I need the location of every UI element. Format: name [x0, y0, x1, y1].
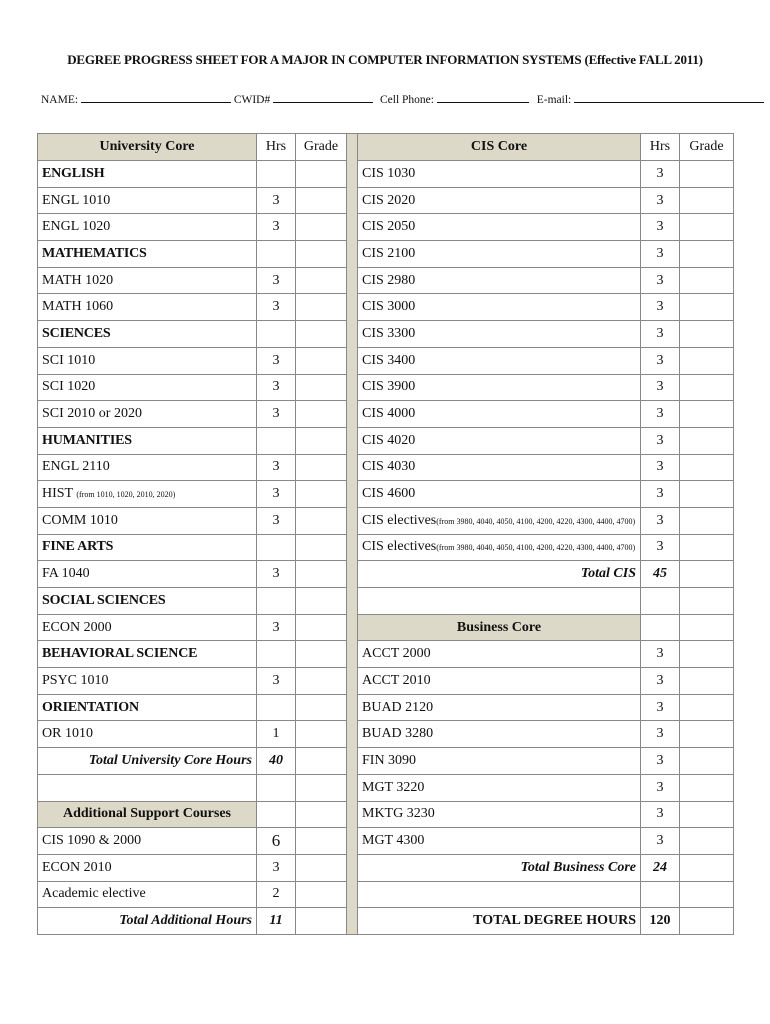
course-hrs: 3	[641, 694, 680, 721]
table-row	[38, 801, 734, 828]
grade-cell[interactable]	[680, 481, 734, 508]
grade-cell[interactable]	[680, 694, 734, 721]
course-name: PSYC 1010	[38, 668, 257, 695]
total-business-core-label: Total Business Core	[358, 854, 641, 881]
course-name	[358, 507, 641, 534]
grade-cell[interactable]	[680, 801, 734, 828]
hrs-header: Hrs	[641, 134, 680, 161]
table-row	[38, 401, 734, 428]
course-name: ECON 2000	[38, 614, 257, 641]
course-hrs: 3	[641, 534, 680, 561]
grade-cell[interactable]	[296, 854, 347, 881]
course-hrs: 3	[257, 214, 296, 241]
total-business-core-value: 24	[641, 854, 680, 881]
table-row	[38, 774, 734, 801]
course-code: CIS electives	[362, 539, 437, 555]
course-hrs: 3	[641, 294, 680, 321]
student-info-row	[41, 92, 741, 106]
course-name: ACCT 2000	[358, 641, 641, 668]
grade-cell[interactable]	[296, 427, 347, 454]
course-hrs: 3	[257, 374, 296, 401]
course-hrs: 3	[641, 214, 680, 241]
course-name: CIS 1030	[358, 161, 641, 188]
grade-cell[interactable]	[680, 347, 734, 374]
grade-cell[interactable]	[296, 374, 347, 401]
grade-cell[interactable]	[680, 641, 734, 668]
table-row	[38, 321, 734, 348]
course-name: ENGL 1020	[38, 214, 257, 241]
grade-cell[interactable]	[680, 187, 734, 214]
grade-cell[interactable]	[680, 321, 734, 348]
course-hrs: 3	[641, 801, 680, 828]
course-name: MGT 3220	[358, 774, 641, 801]
grade-cell[interactable]	[680, 294, 734, 321]
course-hrs: 3	[641, 374, 680, 401]
degree-progress-table	[37, 133, 734, 935]
table-row	[38, 267, 734, 294]
name-label: NAME:	[41, 94, 79, 106]
course-name: ACCT 2010	[358, 668, 641, 695]
table-row	[38, 694, 734, 721]
course-hrs: 3	[641, 668, 680, 695]
phone-label: Cell Phone:	[379, 94, 434, 106]
course-name: CIS 2980	[358, 267, 641, 294]
grade-cell[interactable]	[296, 828, 347, 855]
total-cis-value: 45	[641, 561, 680, 588]
grade-cell[interactable]	[680, 507, 734, 534]
grade-cell[interactable]	[296, 187, 347, 214]
grade-cell[interactable]	[296, 507, 347, 534]
table-row	[38, 347, 734, 374]
course-code: HIST	[42, 486, 73, 502]
course-note: (from 1010, 1020, 2010, 2020)	[76, 490, 176, 500]
table-row	[38, 374, 734, 401]
grade-cell[interactable]	[680, 828, 734, 855]
course-name: MGT 4300	[358, 828, 641, 855]
category-sciences: SCIENCES	[38, 321, 257, 348]
grade-cell[interactable]	[296, 267, 347, 294]
course-hrs: 3	[641, 774, 680, 801]
course-hrs: 3	[641, 481, 680, 508]
course-name: FA 1040	[38, 561, 257, 588]
course-hrs: 3	[257, 854, 296, 881]
course-name: ENGL 1010	[38, 187, 257, 214]
grade-cell[interactable]	[680, 214, 734, 241]
course-hrs: 3	[641, 427, 680, 454]
grade-cell[interactable]	[296, 161, 347, 188]
grade-cell[interactable]	[296, 454, 347, 481]
course-name: MATH 1020	[38, 267, 257, 294]
grade-cell[interactable]	[296, 561, 347, 588]
university-core-header: University Core	[38, 134, 257, 161]
grade-cell[interactable]	[296, 481, 347, 508]
course-hrs: 3	[641, 187, 680, 214]
course-code: CIS electives	[362, 512, 437, 528]
grade-cell[interactable]	[296, 294, 347, 321]
course-hrs: 3	[257, 561, 296, 588]
total-additional-value: 11	[257, 908, 296, 935]
course-hrs: 3	[257, 187, 296, 214]
additional-support-header: Additional Support Courses	[38, 801, 257, 828]
category-english: ENGLISH	[38, 161, 257, 188]
phone-field[interactable]	[437, 92, 529, 103]
course-name: MKTG 3230	[358, 801, 641, 828]
table-row	[38, 854, 734, 881]
course-hrs: 3	[257, 668, 296, 695]
category-orientation: ORIENTATION	[38, 694, 257, 721]
cwid-field[interactable]	[273, 92, 373, 103]
course-name	[38, 481, 257, 508]
course-name: ENGL 2110	[38, 454, 257, 481]
grade-cell[interactable]	[680, 668, 734, 695]
name-field[interactable]	[81, 92, 231, 103]
table-row	[38, 641, 734, 668]
course-hrs: 3	[257, 614, 296, 641]
email-field[interactable]	[574, 92, 764, 103]
table-row	[38, 668, 734, 695]
table-row	[38, 534, 734, 561]
course-name: Academic elective	[38, 881, 257, 908]
course-hrs: 3	[257, 481, 296, 508]
course-hrs: 3	[641, 828, 680, 855]
grade-cell[interactable]	[680, 748, 734, 775]
grade-cell[interactable]	[296, 668, 347, 695]
table-row	[38, 881, 734, 908]
course-name: CIS 3000	[358, 294, 641, 321]
table-row	[38, 241, 734, 268]
total-university-core-label: Total University Core Hours	[38, 748, 257, 775]
grade-cell[interactable]	[680, 427, 734, 454]
grade-cell[interactable]	[296, 401, 347, 428]
email-label: E-mail:	[536, 94, 572, 106]
course-name: CIS 2100	[358, 241, 641, 268]
page-title: DEGREE PROGRESS SHEET FOR A MAJOR IN COMPUTER INFORMATION SYSTEMS (Effective FALL 2011)	[67, 52, 703, 67]
table-row	[38, 481, 734, 508]
table-row	[38, 214, 734, 241]
grade-cell[interactable]	[296, 881, 347, 908]
table-row	[38, 427, 734, 454]
total-university-core-value: 40	[257, 748, 296, 775]
course-name: COMM 1010	[38, 507, 257, 534]
grade-header: Grade	[680, 134, 734, 161]
table-row	[38, 134, 734, 161]
course-name: SCI 1020	[38, 374, 257, 401]
course-hrs: 3	[257, 347, 296, 374]
course-name: CIS 4600	[358, 481, 641, 508]
category-behavioral-science: BEHAVIORAL SCIENCE	[38, 641, 257, 668]
course-name	[358, 534, 641, 561]
course-name: CIS 4020	[358, 427, 641, 454]
course-hrs: 3	[641, 507, 680, 534]
table-row	[38, 294, 734, 321]
grade-cell[interactable]	[680, 774, 734, 801]
grade-cell[interactable]	[296, 641, 347, 668]
grade-cell[interactable]	[680, 374, 734, 401]
course-hrs: 3	[641, 321, 680, 348]
grade-cell[interactable]	[680, 267, 734, 294]
grade-cell[interactable]	[296, 588, 347, 615]
table-row	[38, 454, 734, 481]
business-core-header: Business Core	[358, 614, 641, 641]
course-hrs: 3	[641, 748, 680, 775]
course-hrs: 3	[641, 161, 680, 188]
course-hrs: 3	[641, 721, 680, 748]
grade-cell[interactable]	[296, 347, 347, 374]
table-row	[38, 187, 734, 214]
course-name: CIS 3900	[358, 374, 641, 401]
course-hrs: 3	[641, 241, 680, 268]
table-row	[38, 561, 734, 588]
table-row	[38, 161, 734, 188]
category-social-sciences: SOCIAL SCIENCES	[38, 588, 257, 615]
category-mathematics: MATHEMATICS	[38, 241, 257, 268]
grade-cell[interactable]	[680, 721, 734, 748]
course-name: OR 1010	[38, 721, 257, 748]
table-row	[38, 908, 734, 935]
course-name: BUAD 3280	[358, 721, 641, 748]
course-hrs: 3	[641, 267, 680, 294]
course-note: (from 3980, 4040, 4050, 4100, 4200, 4220, 4300, 4400, 4700)	[436, 543, 636, 553]
course-name: CIS 3400	[358, 347, 641, 374]
course-hrs: 2	[257, 881, 296, 908]
grade-cell[interactable]	[296, 694, 347, 721]
course-name: CIS 4000	[358, 401, 641, 428]
course-hrs: 3	[257, 267, 296, 294]
course-name: CIS 2020	[358, 187, 641, 214]
course-name: BUAD 2120	[358, 694, 641, 721]
hrs-header: Hrs	[257, 134, 296, 161]
cis-core-header: CIS Core	[358, 134, 641, 161]
course-name: MATH 1060	[38, 294, 257, 321]
grade-cell[interactable]	[680, 161, 734, 188]
table-row	[38, 588, 734, 615]
category-humanities: HUMANITIES	[38, 427, 257, 454]
course-name: SCI 1010	[38, 347, 257, 374]
course-hrs: 3	[257, 507, 296, 534]
grade-cell[interactable]	[680, 241, 734, 268]
grade-cell[interactable]	[296, 321, 347, 348]
grade-header: Grade	[296, 134, 347, 161]
grade-cell[interactable]	[296, 721, 347, 748]
grade-cell[interactable]	[680, 534, 734, 561]
course-name: CIS 3300	[358, 321, 641, 348]
total-cis-label: Total CIS	[358, 561, 641, 588]
grade-cell[interactable]	[296, 534, 347, 561]
course-hrs: 3	[641, 454, 680, 481]
table-row	[38, 721, 734, 748]
course-hrs: 3	[257, 454, 296, 481]
grade-cell[interactable]	[680, 454, 734, 481]
grade-cell[interactable]	[296, 241, 347, 268]
course-hrs: 3	[641, 641, 680, 668]
course-name: CIS 1090 & 2000	[38, 828, 257, 855]
course-hrs: 3	[641, 401, 680, 428]
course-name: CIS 2050	[358, 214, 641, 241]
course-hrs: 3	[257, 401, 296, 428]
total-degree-hours-label: TOTAL DEGREE HOURS	[358, 908, 641, 935]
course-hrs: 3	[641, 347, 680, 374]
table-row	[38, 507, 734, 534]
course-hrs: 6	[257, 828, 296, 855]
course-hrs: 1	[257, 721, 296, 748]
course-name: SCI 2010 or 2020	[38, 401, 257, 428]
total-degree-hours-value: 120	[641, 908, 680, 935]
total-additional-label: Total Additional Hours	[38, 908, 257, 935]
course-hrs: 3	[257, 294, 296, 321]
category-fine-arts: FINE ARTS	[38, 534, 257, 561]
grade-cell[interactable]	[680, 401, 734, 428]
column-separator	[347, 134, 358, 935]
course-name: ECON 2010	[38, 854, 257, 881]
course-name: FIN 3090	[358, 748, 641, 775]
cwid-label: CWID#	[233, 94, 271, 106]
grade-cell[interactable]	[296, 214, 347, 241]
course-note: (from 3980, 4040, 4050, 4100, 4200, 4220, 4300, 4400, 4700)	[436, 516, 636, 526]
table-row	[38, 748, 734, 775]
table-row	[38, 614, 734, 641]
course-name: CIS 4030	[358, 454, 641, 481]
table-row	[38, 828, 734, 855]
grade-cell[interactable]	[296, 614, 347, 641]
